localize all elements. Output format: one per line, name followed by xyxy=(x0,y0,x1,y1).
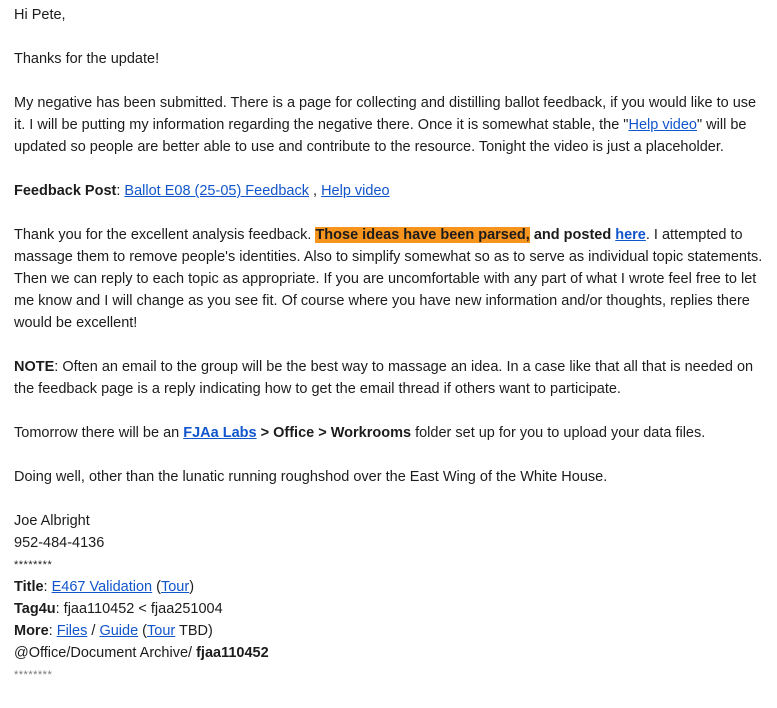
ballot-feedback-link[interactable]: Ballot E08 (25-05) Feedback xyxy=(124,183,309,199)
signature-phone: 952-484-4136 xyxy=(14,535,105,551)
here-link[interactable]: here xyxy=(615,227,646,243)
note-paragraph xyxy=(14,356,769,400)
tomorrow-paragraph xyxy=(14,422,769,444)
signature-name: Joe Albright xyxy=(14,513,90,529)
note-label: NOTE xyxy=(14,359,55,375)
separator: : xyxy=(48,623,57,639)
title-label: Title xyxy=(14,579,44,595)
guide-link[interactable]: Guide xyxy=(99,623,139,639)
paragraph-text: folder set up for you to upload your data files. xyxy=(411,425,706,441)
feedback-post-line xyxy=(14,180,769,202)
archive-id: fjaa110452 xyxy=(196,645,269,661)
tag-label: Tag4u xyxy=(14,601,56,617)
separator: ( xyxy=(152,579,161,595)
more-tour-link[interactable]: Tour xyxy=(147,623,176,639)
doing-well-paragraph: Doing well, other than the lunatic running roughshod over the East Wing of the White House. xyxy=(14,469,608,485)
paragraph-text: " will be updated so people are better able to use and contribute to the resource. Tonight the video is just a placeholder. xyxy=(14,117,747,155)
more-label: More xyxy=(14,623,49,639)
separator: : xyxy=(116,183,125,199)
folder-path: > Office > Workrooms xyxy=(256,425,412,441)
signature-divider-bottom: ******** xyxy=(14,669,53,681)
signature-divider: ******** xyxy=(14,559,53,571)
tbd-text: TBD) xyxy=(175,623,213,639)
note-text: : Often an email to the group will be the best way to massage an idea. In a case like that all that is needed on the feedback page is a reply indicating how to get the email thread if others want to participate. xyxy=(14,359,754,397)
signature xyxy=(14,510,769,686)
signature-more-line xyxy=(14,620,769,642)
separator: / xyxy=(87,623,100,639)
paragraph-text: . I attempted to massage them to remove people's identities. Also to simplify somewhat so as to serve as individual topic statements. Then we can reply to each topic as appropriate. If you are uncomfortable with any part of what I wrote feel free to let me know and I will change as you see fit. Of course where you have new information and/or thoughts, replies there would be excellent! xyxy=(14,227,763,331)
highlighted-text: Those ideas have been parsed, xyxy=(315,227,530,243)
bold-text: and posted xyxy=(529,227,616,243)
separator: ) xyxy=(189,579,195,595)
paragraph-analysis xyxy=(14,224,769,334)
signature-archive-line xyxy=(14,642,769,664)
separator: ( xyxy=(138,623,147,639)
help-video-link-2[interactable]: Help video xyxy=(321,183,390,199)
files-link[interactable]: Files xyxy=(56,623,88,639)
paragraph-text: My negative has been submitted. There is a page for collecting and distilling ballot feedback, if you would like to use it. I will be putting my information regarding the negative there. Once it is somewhat stable, the " xyxy=(14,95,757,133)
fjaa-labs-link[interactable]: FJAa Labs xyxy=(183,425,257,441)
title-tour-link[interactable]: Tour xyxy=(160,579,190,595)
signature-title-line xyxy=(14,576,769,598)
tag-value: : fjaa110452 < fjaa251004 xyxy=(55,601,223,617)
signature-tag-line xyxy=(14,598,769,620)
paragraph-text: Tomorrow there will be an xyxy=(14,425,184,441)
separator: : xyxy=(43,579,52,595)
greeting: Hi Pete, xyxy=(14,7,66,23)
thanks-line: Thanks for the update! xyxy=(14,51,160,67)
paragraph-text: Thank you for the excellent analysis feedback. xyxy=(14,227,316,243)
separator: , xyxy=(308,183,322,199)
feedback-post-label: Feedback Post xyxy=(14,183,117,199)
paragraph-negative xyxy=(14,92,769,158)
help-video-link[interactable]: Help video xyxy=(628,117,697,133)
e467-validation-link[interactable]: E467 Validation xyxy=(51,579,153,595)
archive-path: @Office/Document Archive/ xyxy=(14,645,197,661)
